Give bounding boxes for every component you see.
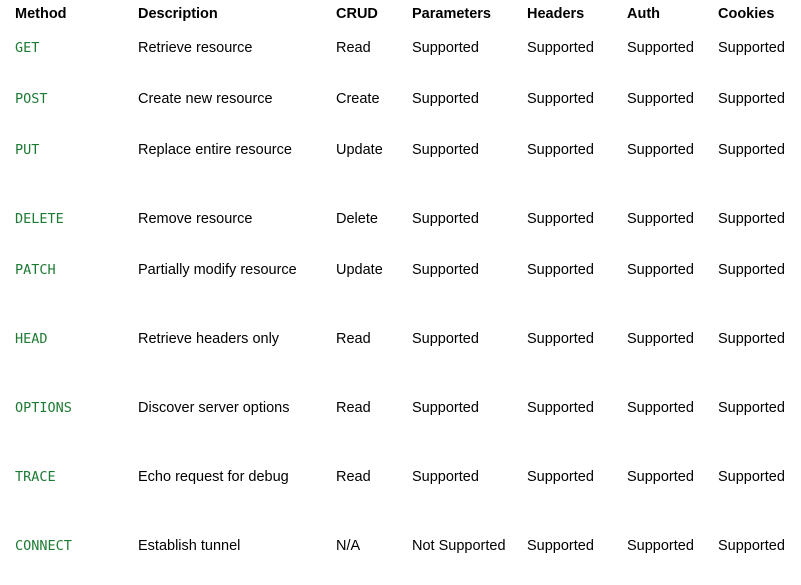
method-cell: CONNECT: [15, 538, 72, 554]
crud-cell: Delete: [336, 211, 378, 227]
crud-cell: Read: [336, 40, 371, 56]
auth-cell: Supported: [627, 400, 694, 416]
headers-cell: Supported: [527, 142, 594, 158]
headers-cell: Supported: [527, 538, 594, 554]
cookies-cell: Supported: [718, 400, 785, 416]
header-cookies: Cookies: [718, 6, 775, 22]
method-cell: HEAD: [15, 331, 48, 347]
auth-cell: Supported: [627, 211, 694, 227]
method-cell: PUT: [15, 142, 40, 158]
description-cell: Replace entire resource: [138, 142, 292, 158]
description-cell: Remove resource: [138, 211, 253, 227]
description-cell: Retrieve resource: [138, 40, 253, 56]
headers-cell: Supported: [527, 400, 594, 416]
description-cell: Echo request for debug: [138, 469, 289, 485]
header-auth: Auth: [627, 6, 661, 22]
description-cell: Discover server options: [138, 400, 290, 416]
crud-cell: Read: [336, 400, 371, 416]
headers-cell: Supported: [527, 40, 594, 56]
auth-cell: Supported: [627, 142, 694, 158]
parameters-cell: Supported: [412, 331, 479, 347]
auth-cell: Supported: [627, 469, 694, 485]
parameters-cell: Supported: [412, 211, 479, 227]
headers-cell: Supported: [527, 262, 594, 278]
crud-cell: Create: [336, 91, 380, 107]
method-cell: POST: [15, 91, 48, 107]
parameters-cell: Supported: [412, 91, 479, 107]
cookies-cell: Supported: [718, 142, 785, 158]
auth-cell: Supported: [627, 40, 694, 56]
header-headers: Headers: [527, 6, 585, 22]
auth-cell: Supported: [627, 91, 694, 107]
auth-cell: Supported: [627, 331, 694, 347]
cookies-cell: Supported: [718, 91, 785, 107]
parameters-cell: Not Supported: [412, 538, 506, 554]
method-cell: DELETE: [15, 211, 64, 227]
crud-cell: Read: [336, 331, 371, 347]
parameters-cell: Supported: [412, 142, 479, 158]
description-cell: Partially modify resource: [138, 262, 297, 278]
parameters-cell: Supported: [412, 469, 479, 485]
method-cell: TRACE: [15, 469, 56, 485]
header-method: Method: [15, 6, 67, 22]
cookies-cell: Supported: [718, 40, 785, 56]
method-cell: PATCH: [15, 262, 56, 278]
crud-cell: Update: [336, 262, 383, 278]
description-cell: Create new resource: [138, 91, 273, 107]
crud-cell: Update: [336, 142, 383, 158]
parameters-cell: Supported: [412, 262, 479, 278]
parameters-cell: Supported: [412, 400, 479, 416]
auth-cell: Supported: [627, 538, 694, 554]
method-cell: OPTIONS: [15, 400, 72, 416]
cookies-cell: Supported: [718, 538, 785, 554]
method-cell: GET: [15, 40, 40, 56]
crud-cell: N/A: [336, 538, 361, 554]
cookies-cell: Supported: [718, 469, 785, 485]
header-description: Description: [138, 6, 218, 22]
parameters-cell: Supported: [412, 40, 479, 56]
headers-cell: Supported: [527, 331, 594, 347]
headers-cell: Supported: [527, 91, 594, 107]
cookies-cell: Supported: [718, 262, 785, 278]
cookies-cell: Supported: [718, 211, 785, 227]
auth-cell: Supported: [627, 262, 694, 278]
description-cell: Retrieve headers only: [138, 331, 280, 347]
header-crud: CRUD: [336, 6, 378, 22]
crud-cell: Read: [336, 469, 371, 485]
cookies-cell: Supported: [718, 331, 785, 347]
headers-cell: Supported: [527, 469, 594, 485]
headers-cell: Supported: [527, 211, 594, 227]
header-parameters: Parameters: [412, 6, 491, 22]
description-cell: Establish tunnel: [138, 538, 241, 554]
